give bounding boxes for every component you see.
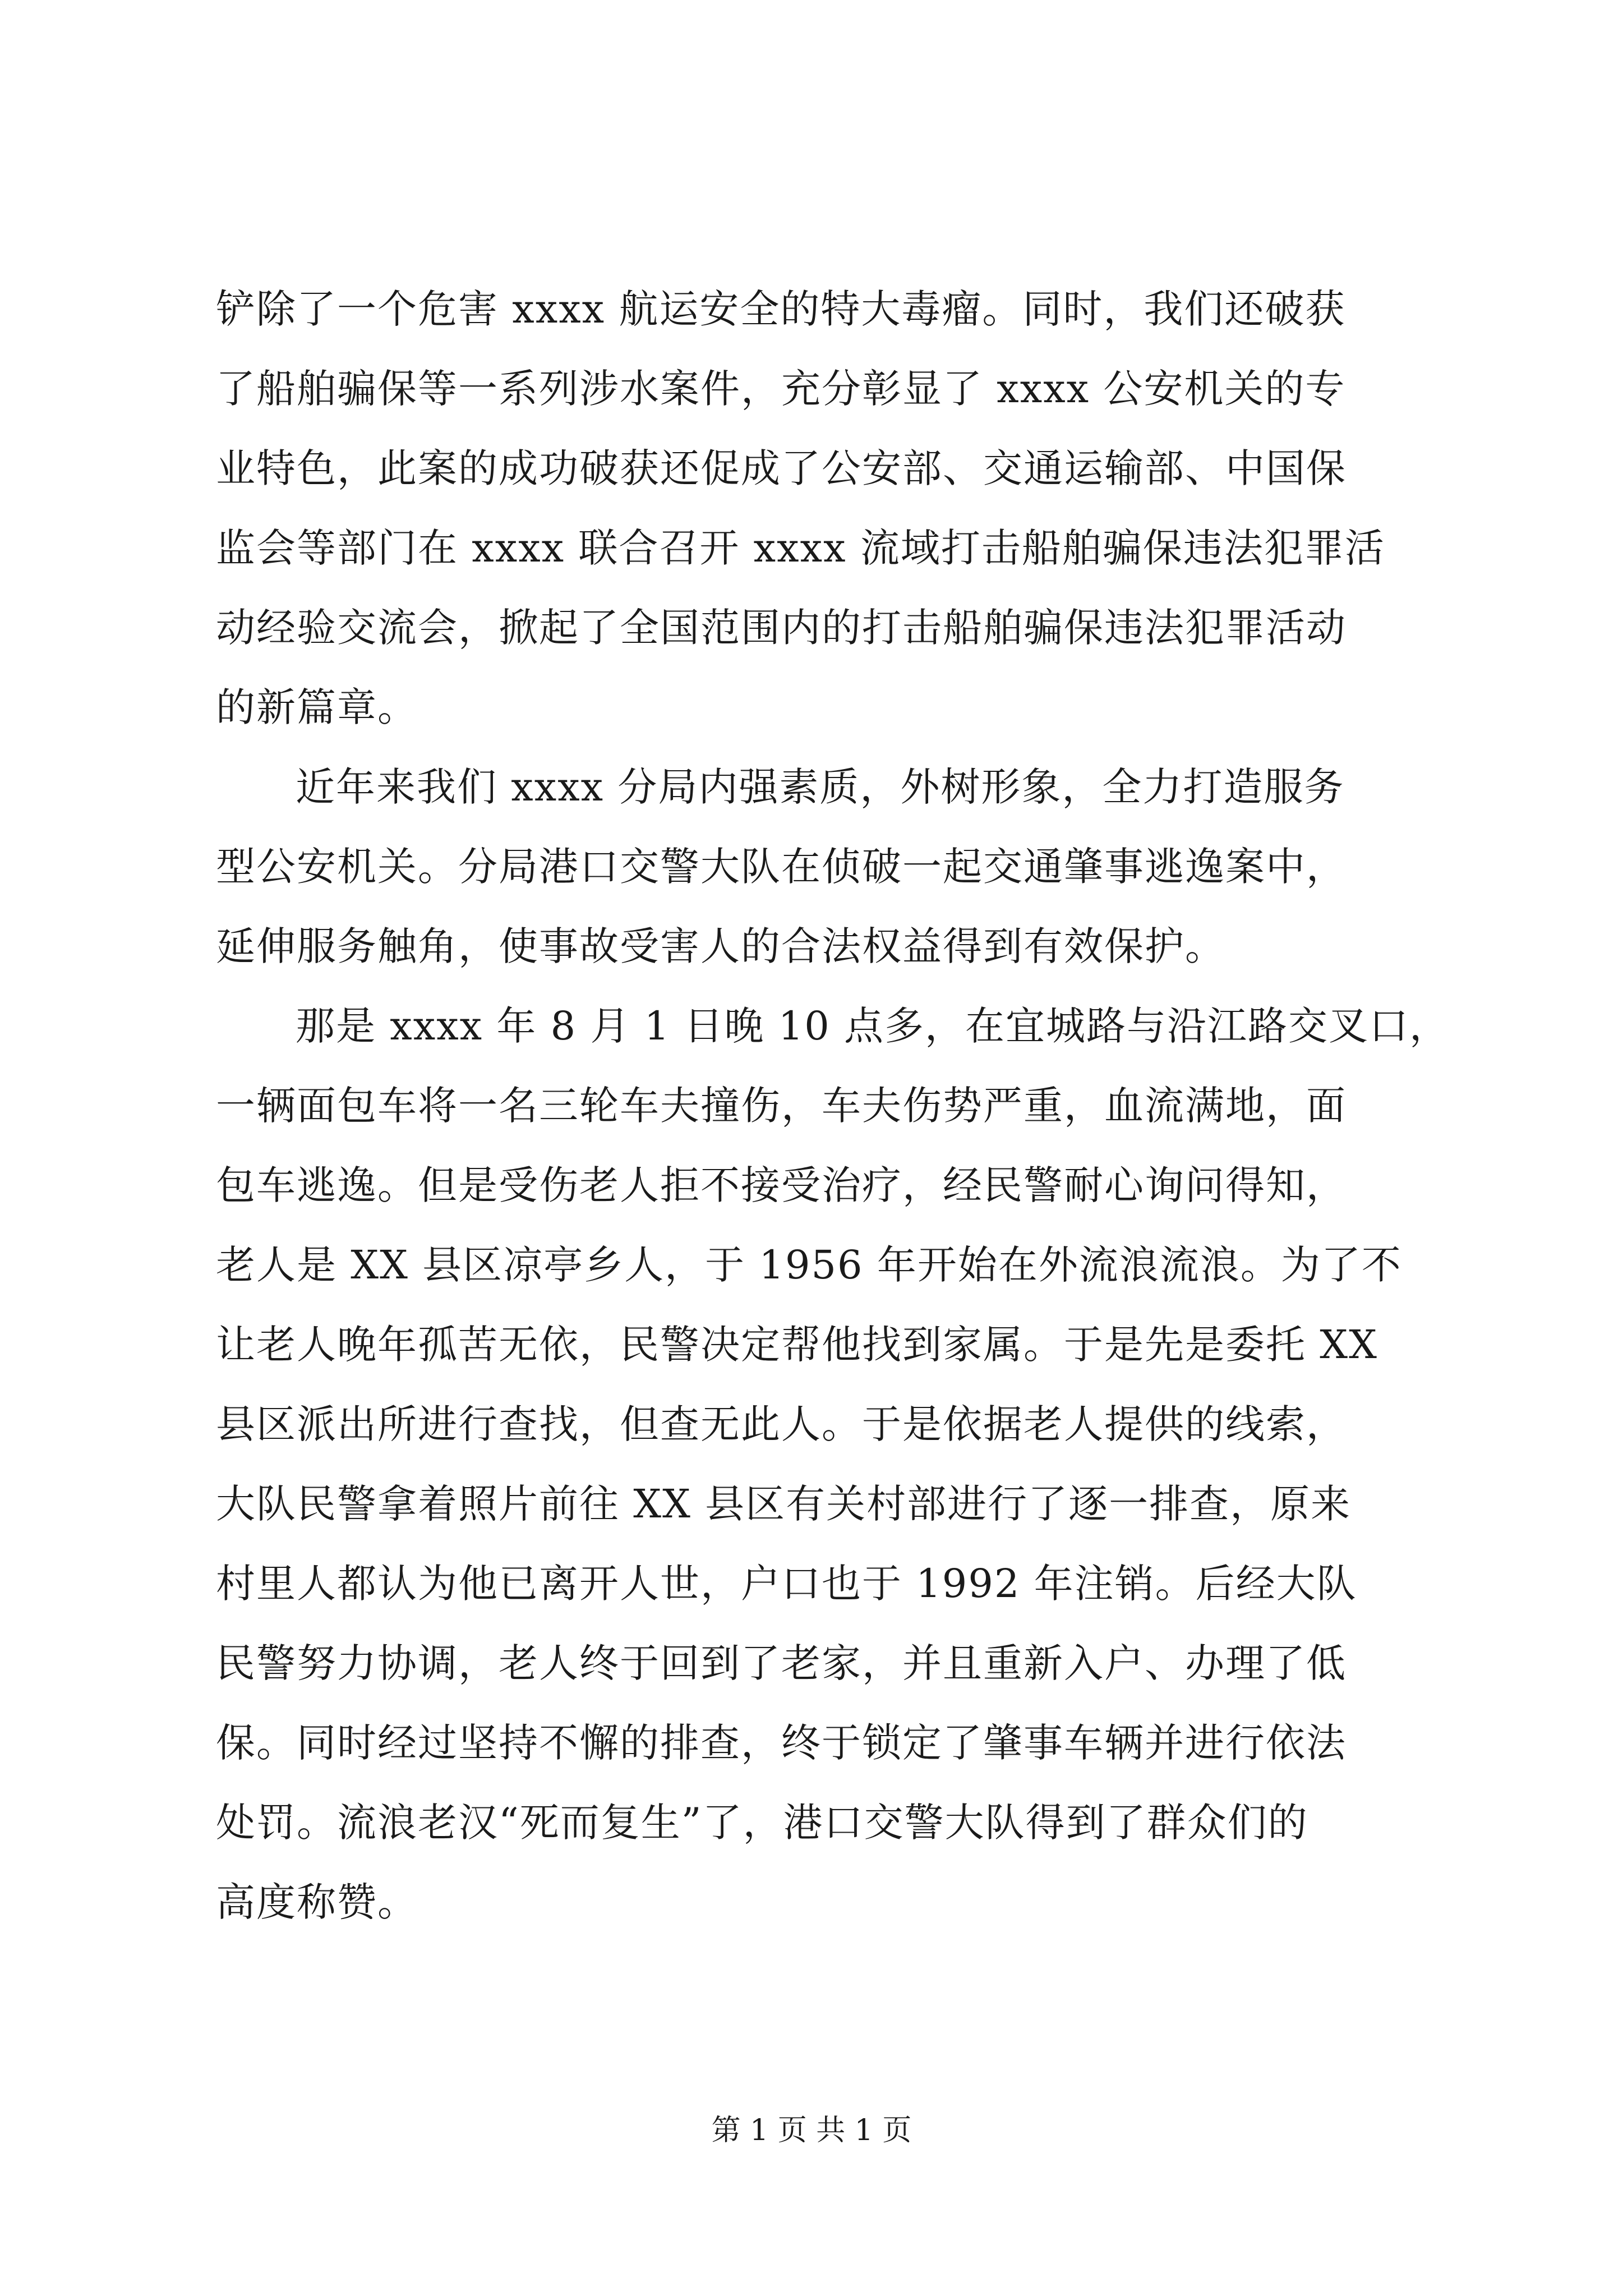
paragraph-3-line-6: 县区派出所进行查找，但查无此人。于是依据老人提供的线索， xyxy=(216,1401,1347,1447)
page-number-footer: 第 1 页 共 1 页 xyxy=(711,2114,912,2147)
paragraph-3-line-11: 处罚。流浪老汉“死而复生”了，港口交警大队得到了群众们的 xyxy=(216,1800,1308,1846)
paragraph-1-line-2: 了船舶骗保等一系列涉水案件，充分彰显了 xxxx 公安机关的专 xyxy=(216,366,1346,412)
paragraph-1-line-1: 铲除了一个危害 xxxx 航运安全的特大毒瘤。同时，我们还破获 xyxy=(216,286,1346,332)
paragraph-3-line-2: 一辆面包车将一名三轮车夫撞伤，车夫伤势严重，血流满地，面 xyxy=(216,1083,1347,1129)
paragraph-2-line-2: 型公安机关。分局港口交警大队在侦破一起交通肇事逃逸案中， xyxy=(216,844,1347,890)
paragraph-3-line-9: 民警努力协调，老人终于回到了老家，并且重新入户、办理了低 xyxy=(216,1640,1347,1686)
paragraph-1-line-4: 监会等部门在 xxxx 联合召开 xxxx 流域打击船舶骗保违法犯罪活 xyxy=(216,525,1385,571)
paragraph-3-line-4: 老人是 XX 县区凉亭乡人，于 1956 年开始在外流浪流浪。为了不 xyxy=(216,1242,1402,1288)
paragraph-3-line-3: 包车逃逸。但是受伤老人拒不接受治疗，经民警耐心询问得知， xyxy=(216,1162,1347,1208)
paragraph-3-line-5: 让老人晚年孤苦无依，民警决定帮他找到家属。于是先是委托 XX xyxy=(216,1322,1378,1368)
paragraph-3-line-8: 村里人都认为他已离开人世，户口也于 1992 年注销。后经大队 xyxy=(216,1561,1357,1607)
paragraph-3-line-1: 那是 xxxx 年 8 月 1 日晚 10 点多，在宜城路与沿江路交叉口， xyxy=(296,1003,1450,1049)
paragraph-2-line-1: 近年来我们 xxxx 分局内强素质，外树形象，全力打造服务 xyxy=(296,764,1345,810)
paragraph-1-line-6: 的新篇章。 xyxy=(216,684,418,730)
paragraph-1-line-5: 动经验交流会，掀起了全国范围内的打击船舶骗保违法犯罪活动 xyxy=(216,605,1347,651)
document-body xyxy=(216,269,1450,1942)
paragraph-2-line-3: 延伸服务触角，使事故受害人的合法权益得到有效保护。 xyxy=(216,923,1225,969)
paragraph-1-line-3: 业特色，此案的成功破获还促成了公安部、交通运输部、中国保 xyxy=(216,445,1347,491)
paragraph-3-line-10: 保。同时经过坚持不懈的排查，终于锁定了肇事车辆并进行依法 xyxy=(216,1720,1347,1766)
paragraph-3-line-12: 高度称赞。 xyxy=(216,1879,418,1925)
paragraph-3-line-7: 大队民警拿着照片前往 XX 县区有关村部进行了逐一排查，原来 xyxy=(216,1481,1352,1527)
